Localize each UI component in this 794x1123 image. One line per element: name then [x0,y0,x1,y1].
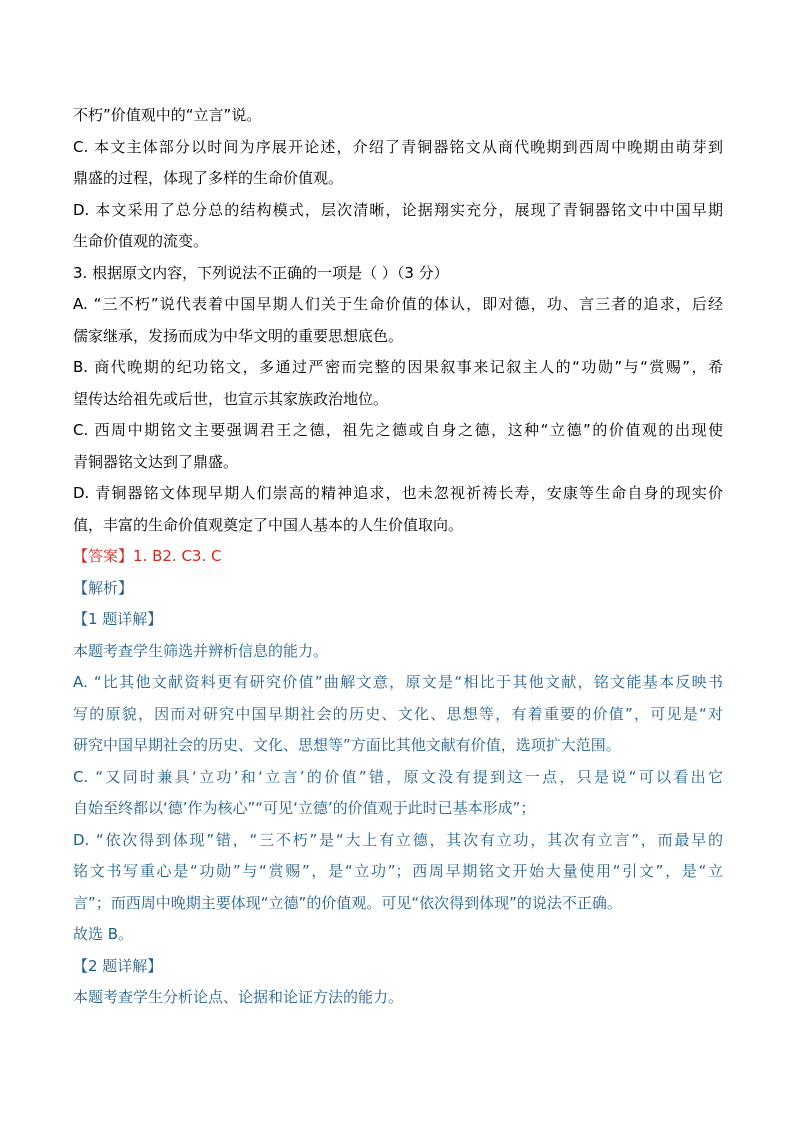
analysis-heading: 【解析】 [73,578,134,597]
analysis-text-line: 研究中国早期社会的历史、文化、思想等”方面比其他文献有价值，选项扩大范围。 [73,736,621,754]
q2-detail-heading: 【2 题详解】 [73,956,163,975]
option-c-line: C. 本文主体部分以时间为序展开论述，介绍了青铜器铭文从商代晚期到西周中晚期由萌芽到 [73,137,723,156]
text-line: 鼎盛的过程，体现了多样的生命价值观。 [73,169,344,187]
analysis-text-line: 本题考查学生筛选并辨析信息的能力。 [73,641,329,660]
analysis-text-line: 言”；而西周中晚期主要体现“立德”的价值观。可见“依次得到体现”的说法不正确。 [73,893,622,912]
analysis-text-line: 自始至终都以‘德’作为核心”“可见‘立德’的价值观于此时已基本形成”； [73,799,536,817]
analysis-option-c-line: C. “又同时兼具‘立功’和‘立言’的价值”错，原文没有提到这一点，只是说“可以看出它 [73,767,723,786]
document-page [73,100,723,1014]
analysis-option-a-line: A. “比其他文献资料更有研究价值”曲解文意，原文是“相比于其他文献，铭文能基本反映书 [73,673,723,691]
text-line: 儒家继承，发扬而成为中华文明的重要思想底色。 [73,326,404,345]
question-3-line: 3. 根据原文内容，下列说法不正确的一项是（ ）（3 分） [73,263,449,282]
option-d-line: D. 青铜器铭文体现早期人们崇高的精神追求，也未忽视祈祷长寿，安康等生命自身的现实价 [73,484,723,502]
analysis-option-d-line: D. “依次得到体现”错，“三不朽”是“大上有立德，其次有立功，其次有立言”，而最早的 [73,830,723,849]
text-line: 不朽”价值观中的“立言”说。 [73,106,262,124]
option-a-line: A. “三不朽”说代表着中国早期人们关于生命价值的体认，即对德，功、言三者的追求，后经 [73,295,723,313]
analysis-text-line: 本题考查学生分析论点、论据和论证方法的能力。 [73,988,404,1006]
analysis-text-line: 铭文书写重心是“功勋”与“赏赐”，是“立功”；西周早期铭文开始大量使用“引文”，是“立 [73,862,723,880]
option-b-line: B. 商代晚期的纪功铭文，多通过严密而完整的因果叙事来记叙主人的“功勋”与“赏赐”，希 [73,358,723,376]
text-line: 青铜器铭文达到了鼎盛。 [73,452,239,471]
analysis-text-line: 写的原貌，因而对研究中国早期社会的历史、文化、思想等，有着重要的价值”，可见是“对 [73,704,723,723]
option-d-line: D. 本文采用了总分总的结构模式，层次清晰，论据翔实充分，展现了青铜器铭文中中国早期 [73,200,723,219]
option-c-line: C. 西周中期铭文主要强调君王之德，祖先之德或自身之德，这种“立德”的价值观的出现使 [73,421,723,439]
q1-detail-heading: 【1 题详解】 [73,610,163,628]
text-line: 值，丰富的生命价值观奠定了中国人基本的人生价值取向。 [73,515,464,534]
text-line: 生命价值观的流变。 [73,232,209,250]
analysis-conclusion-line: 故选 B。 [73,925,134,943]
answer-line: 【答案】1. B2. C3. C [73,547,222,565]
text-line: 望传达给祖先或后世，也宣示其家族政治地位。 [73,389,389,408]
